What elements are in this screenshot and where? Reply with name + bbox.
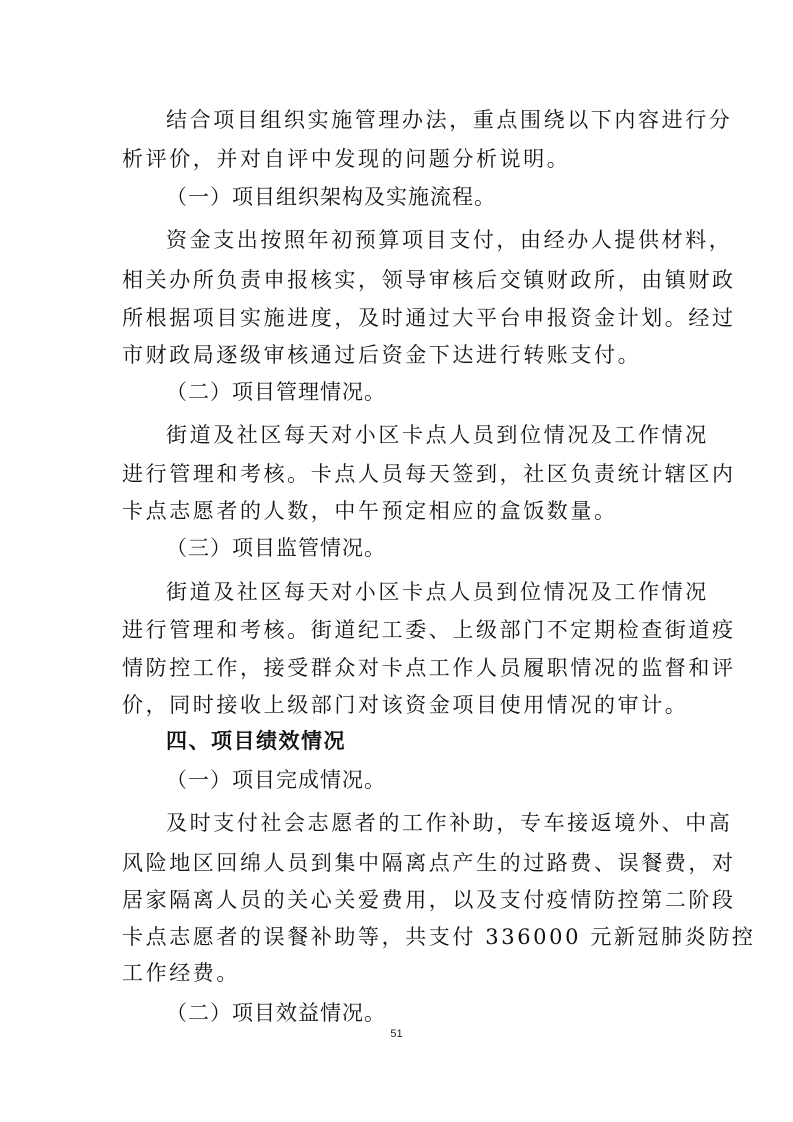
paragraph-line: 卡点志愿者的误餐补助等，共支付 336000 元新冠肺炎防控 — [122, 925, 756, 949]
paragraph-line: 街道及社区每天对小区卡点人员到位情况及工作情况 — [166, 423, 709, 447]
section-heading: 四、项目绩效情况 — [166, 729, 346, 753]
subheading-line: （一）项目完成情况。 — [166, 768, 386, 792]
paragraph-line: 结合项目组织实施管理办法，重点围绕以下内容进行分 — [166, 108, 733, 132]
subheading-line: （二）项目效益情况。 — [166, 1001, 386, 1025]
paragraph-line: 情防控工作，接受群众对卡点工作人员履职情况的监督和评 — [122, 656, 736, 680]
paragraph-line: 析评价，并对自评中发现的问题分析说明。 — [122, 147, 571, 171]
paragraph-line: 相关办所负责申报核实，领导审核后交镇财政所，由镇财政 — [122, 268, 736, 292]
paragraph-line: 卡点志愿者的人数，中午预定相应的盒饭数量。 — [122, 499, 618, 523]
subheading-line: （三）项目监管情况。 — [166, 536, 386, 560]
paragraph-line: 价，同时接收上级部门对该资金项目使用情况的审计。 — [122, 693, 689, 717]
page-number: 51 — [390, 1028, 403, 1040]
paragraph-line: 所根据项目实施进度，及时通过大平台申报资金计划。经过 — [122, 306, 736, 330]
paragraph-line: 及时支付社会志愿者的工作补助，专车接返境外、中高 — [166, 811, 733, 835]
paragraph-line: 进行管理和考核。街道纪工委、上级部门不定期检查街道疫 — [122, 618, 736, 642]
subheading-line: （二）项目管理情况。 — [166, 380, 386, 404]
subheading-line: （一）项目组织架构及实施流程。 — [166, 185, 496, 209]
paragraph-line: 市财政局逐级审核通过后资金下达进行转账支付。 — [122, 343, 642, 367]
paragraph-line: 进行管理和考核。卡点人员每天签到，社区负责统计辖区内 — [122, 462, 736, 486]
paragraph-line: 工作经费。 — [122, 961, 240, 985]
paragraph-line: 街道及社区每天对小区卡点人员到位情况及工作情况 — [166, 580, 709, 604]
paragraph-line: 居家隔离人员的关心关爱费用，以及支付疫情防控第二阶段 — [122, 888, 736, 912]
paragraph-line: 资金支出按照年初预算项目支付，由经办人提供材料， — [166, 228, 733, 252]
paragraph-line: 风险地区回绵人员到集中隔离点产生的过路费、误餐费，对 — [122, 851, 736, 875]
